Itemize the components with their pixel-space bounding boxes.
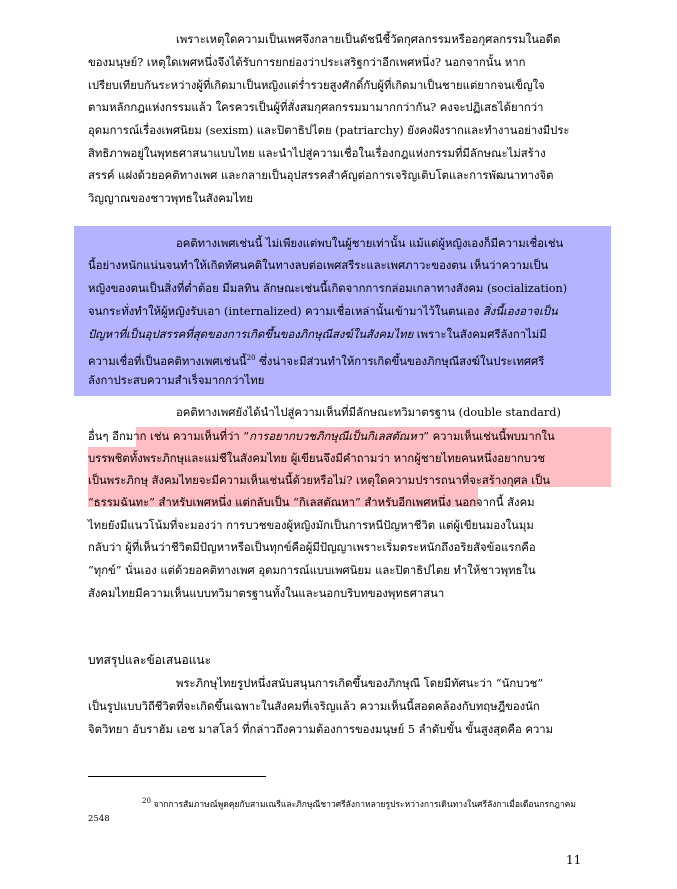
text-line: อื่นๆ อีกมาก เช่น ความเห็นที่ว่า “การอยากบวชภิกษุณีเป็นกิเลสตัณหา” ความเห็นเช่นนี้พบมากใน [88,430,555,443]
text-line: “ทุกข์” นั่นเอง แต่ด้วยอคติทางเพศ อุดมการณ์แบบเพศนิยม และปิตาธิปไตย ทำให้ชาวพุทธใน [88,564,536,577]
text-line: บรรพชิตทั้งพระภิกษุและแม่ชีในสังคมไทย ผู้เขียนจึงมีคำถามว่า หากผู้ชายไทยคนหนึ่งอยากบวช [88,452,545,465]
text-line: อคติทางเพศยังได้นำไปสู่ความเห็นที่มีลักษณะทวิมาตรฐาน (double standard) [176,406,561,419]
footnote-divider [88,776,266,777]
section-heading: บทสรุปและข้อเสนอแนะ [88,653,212,667]
text-line: จนกระทั่งทำให้ผู้หญิงรับเอา (internalized) ความเชื่อเหล่านั้นเข้ามาไว้ในตนเอง สิ่งนี้เองอาจเป็น [88,305,558,318]
footnote-continuation: 2548 [88,814,110,824]
text-line: สังคมไทยมีความเห็นแบบทวิมาตรฐานทั้งในและนอกบริบทของพุทธศาสนา [88,587,445,600]
text-line: เพราะเหตุใดความเป็นเพศจึงกลายเป็นดัชนีชี้วัดกุศลกรรมหรืออกุศลกรรมในอดีต [176,33,561,46]
text-line: ลังกาประสบความสำเร็จมากกว่าไทย [88,374,265,387]
text-line: ไทยยังมีแนวโน้มที่จะมองว่า การบวชของผู้หญิงมักเป็นการหนีปัญหาชีวิต แต่ผู้เขียนมองในมุม [88,519,534,532]
text-line: เป็นรูปแบบวิถีชีวิตที่จะเกิดขึ้นเฉพาะในสังคมที่เจริญแล้ว ความเห็นนี้สอดคล้องกับทฤษฎีของนัก [88,700,540,713]
text-line: สรรค์ แฝงด้วยอคติทางเพศ และกลายเป็นอุปสรรคสำคัญต่อการเจริญเติบโตและการพัฒนาทางจิต [88,169,554,182]
footnote: $^{20}$ จากการสัมภาษณ์พูดคุยกับสามเณรีและภิกษุณีชาวศรีลังกาหลายรูประหว่างการเดินทางในศรีลังกาเมื่อเดือนกรกฎาคม [142,797,576,810]
text-line: พระภิกษุไทยรูปหนึ่งสนับสนุนการเกิดขึ้นของภิกษุณี โดยมีทัศนะว่า “นักบวช” [176,677,544,690]
text-line: นี้อย่างหนักแน่นจนทำให้เกิดทัศนคติในทางลบต่อเพศสรีระและเพศภาวะของตน เห็นว่าความเป็น [88,259,549,272]
text-line: ความเชื่อที่เป็นอคติทางเพศเช่นนี้$^{20}$ ซึ่งน่าจะมีส่วนทำให้การเกิดขึ้นของภิกษุณีสงฆ์ในประเทศศรี [88,354,545,368]
text-line: กลับว่า ผู้ที่เห็นว่าชีวิตมีปัญหาหรือเป็นทุกข์คือผู้มีปัญญาเพราะเริ่มตระหนักถึงอริยสัจข้อแรกคือ [88,541,536,554]
text-line: เป็นพระภิกษุ สังคมไทยจะมีความเห็นเช่นนี้ด้วยหรือไม่? เหตุใดความปรารถนาที่จะสร้างกุศล เป็น [88,474,551,487]
text-line: สิทธิภาพอยู่ในพุทธศาสนาแบบไทย และนำไปสู่ความเชื่อในเรื่องกฎแห่งกรรมที่มีลักษณะไม่สร้าง [88,147,546,160]
text-line: วิญญาณของชาวพุทธในสังคมไทย [88,192,253,205]
text-line: อุดมการณ์เรื่องเพศนิยม (sexism) และปิตาธิปไตย (patriarchy) ยังคงฝังรากและทำงานอย่างมีประ [88,124,570,137]
text-line: จิตวิทยา อับราฮัม เอช มาสโลว์ ที่กล่าวถึงความต้องการของมนุษย์ 5 ลำดับขั้น ขั้นสูงสุดคือ ความ [88,723,554,736]
text-line: ตามหลักกฎแห่งกรรมแล้ว ใครควรเป็นผู้ที่สั่งสมกุศลกรรมมามากกว่ากัน? คงจะปฏิเสธได้ยากว่า [88,101,544,114]
text-line: หญิงของตนเป็นสิ่งที่ต่ำต้อย มีมลทิน ลักษณะเช่นนี้เกิดจากการกล่อมเกลาทางสังคม (socialization) [88,282,568,295]
text-line: “ธรรมฉันทะ” สำหรับเพศหนึ่ง แต่กลับเป็น “กิเลสตัณหา” สำหรับอีกเพศหนึ่ง นอกจากนี้ สังคม [88,496,535,509]
text-line: อคติทางเพศเช่นนี้ ไม่เพียงแต่พบในผู้ชายเท่านั้น แม้แต่ผู้หญิงเองก็มีความเชื่อเช่น [176,237,564,250]
text-line: ของมนุษย์? เหตุใดเพศหนึ่งจึงได้รับการยกย่องว่าประเสริฐกว่าอีกเพศหนึ่ง? นอกจากนั้น หาก [88,56,526,69]
page-number: 11 [566,853,582,867]
text-line: ปัญหาที่เป็นอุปสรรคที่สุดของการเกิดขึ้นของภิกษุณีสงฆ์ในสังคมไทย เพราะในสังคมศรีลังกาไม่มี [88,328,547,341]
text-line: เปรียบเทียบกันระหว่างผู้ที่เกิดมาเป็นหญิงแต่ร่ำรวยสูงศักดิ์กับผู้ที่เกิดมาเป็นชายแต่ยากจนเข็ญใจ [88,79,545,92]
